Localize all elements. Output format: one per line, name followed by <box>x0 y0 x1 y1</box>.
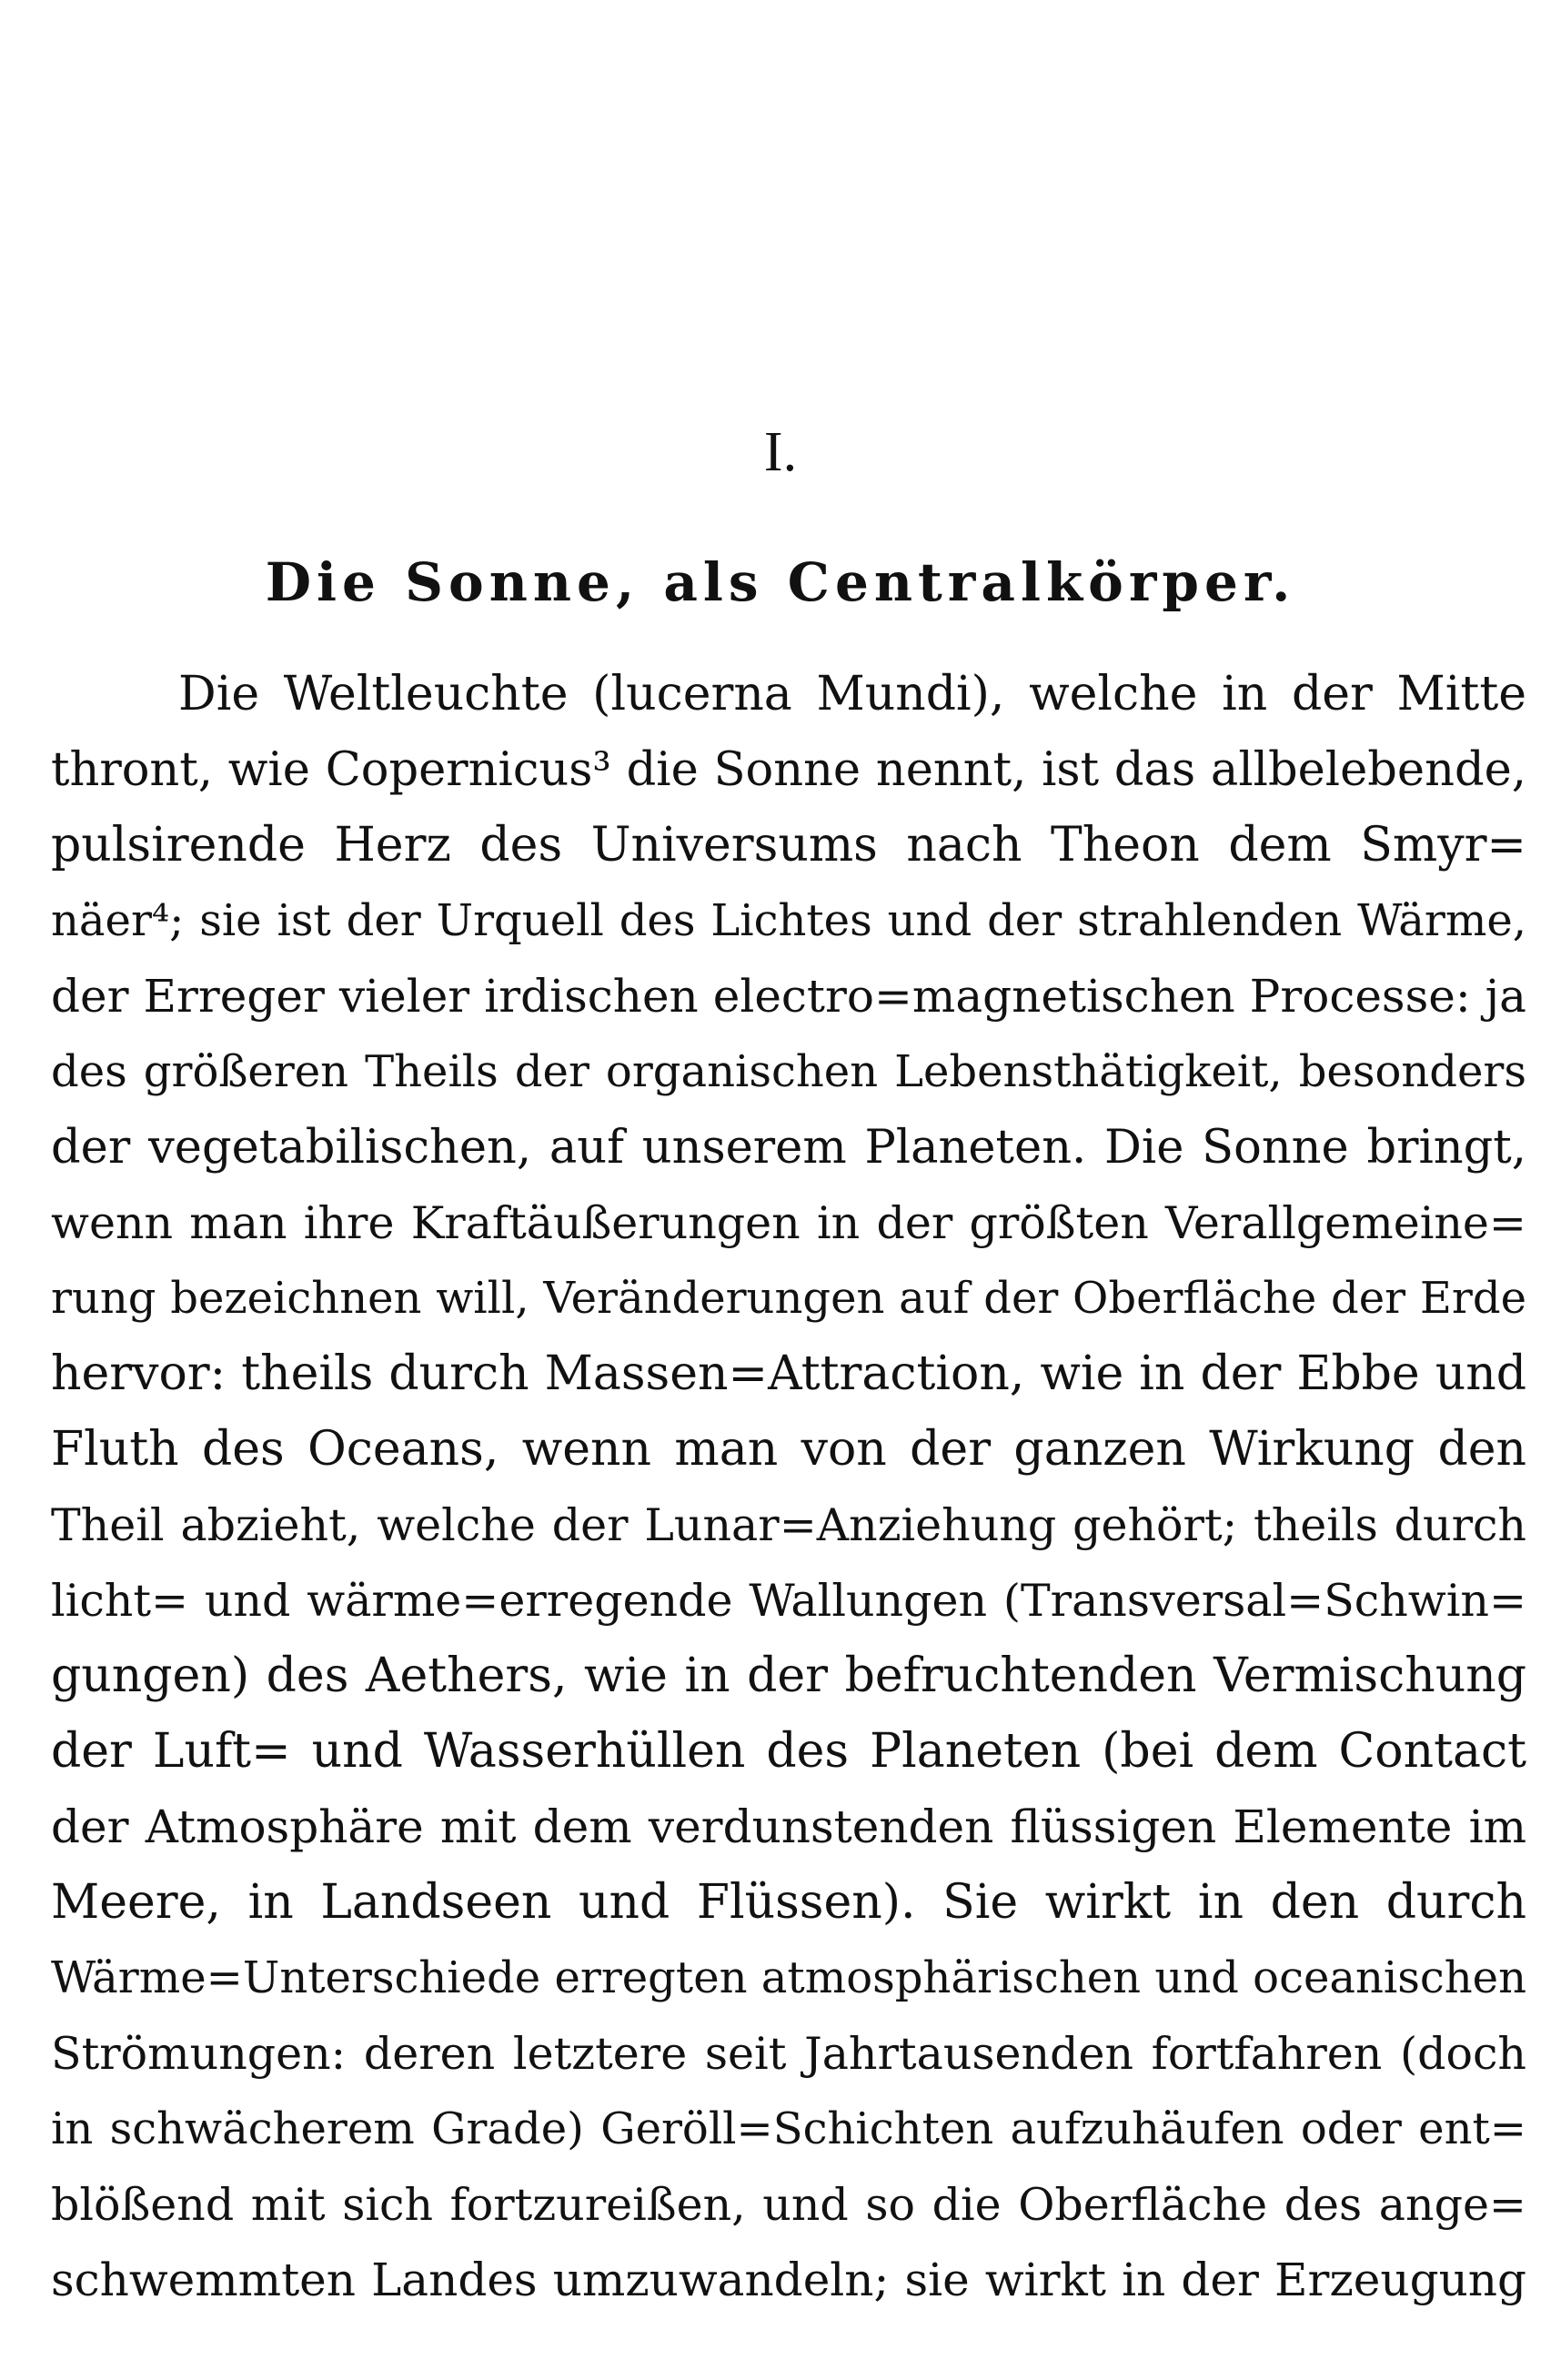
text-line-15: der Luft= und Wasserhüllen des Planeten (bei dem Contact <box>51 1724 1526 1779</box>
text-line-10: hervor: theils durch Massen=Attraction, wie in der Ebbe und <box>51 1346 1526 1401</box>
text-line-11: Fluth des Oceans, wenn man von der ganzen Wirkung den <box>51 1422 1526 1477</box>
text-line-17: Meere, in Landseen und Flüssen). Sie wirkt in den durch <box>51 1875 1526 1930</box>
text-line-13: licht= und wärme=erregende Wallungen (Transversal=Schwin= <box>51 1575 1526 1627</box>
text-line-14: gungen) des Aethers, wie in der befruchtenden Vermischung <box>51 1649 1526 1703</box>
text-line-08: wenn man ihre Kraftäußerungen in der größten Verallgemeine= <box>51 1197 1526 1249</box>
text-line-03: pulsirende Herz des Universums nach Theon dem Smyr= <box>51 818 1526 872</box>
text-line-18: Wärme=Unterschiede erregten atmosphärischen und oceanischen <box>51 1952 1526 2003</box>
text-line-02: thront, wie Copernicus³ die Sonne nennt, ist das allbelebende, <box>51 743 1526 797</box>
text-line-16: der Atmosphäre mit dem verdunstenden flüssigen Elemente im <box>51 1800 1526 1853</box>
text-line-04: näer⁴; sie ist der Urquell des Lichtes und der strahlenden Wärme, <box>51 895 1526 946</box>
text-line-20: in schwächerem Grade) Geröll=Schichten aufzuhäufen oder ent= <box>51 2103 1526 2154</box>
text-line-07: der vegetabilischen, auf unserem Planeten. Die Sonne bringt, <box>51 1121 1526 1175</box>
text-line-12: Theil abzieht, welche der Lunar=Anziehung gehört; theils durch <box>51 1499 1526 1551</box>
chapter-number: I. <box>763 421 798 483</box>
chapter-title: Die Sonne, als Centralkörper. <box>265 551 1296 613</box>
body-text <box>51 657 1526 2318</box>
text-line-05: der Erreger vieler irdischen electro=magnetischen Processe: ja <box>51 970 1526 1023</box>
text-line-22: schwemmten Landes umzuwandeln; sie wirkt in der Erzeugung <box>51 2254 1526 2306</box>
text-line-01: Die Weltleuchte (lucerna Mundi), welche in der Mitte <box>178 667 1526 721</box>
text-line-06: des größeren Theils der organischen Lebensthätigkeit, besonders <box>51 1046 1526 1097</box>
text-line-09: rung bezeichnen will, Veränderungen auf der Oberfläche der Erde <box>51 1273 1526 1324</box>
text-line-21: blößend mit sich fortzureißen, und so die Oberfläche des ange= <box>51 2179 1526 2231</box>
text-line-19: Strömungen: deren letztere seit Jahrtausenden fortfahren (doch <box>51 2028 1526 2080</box>
